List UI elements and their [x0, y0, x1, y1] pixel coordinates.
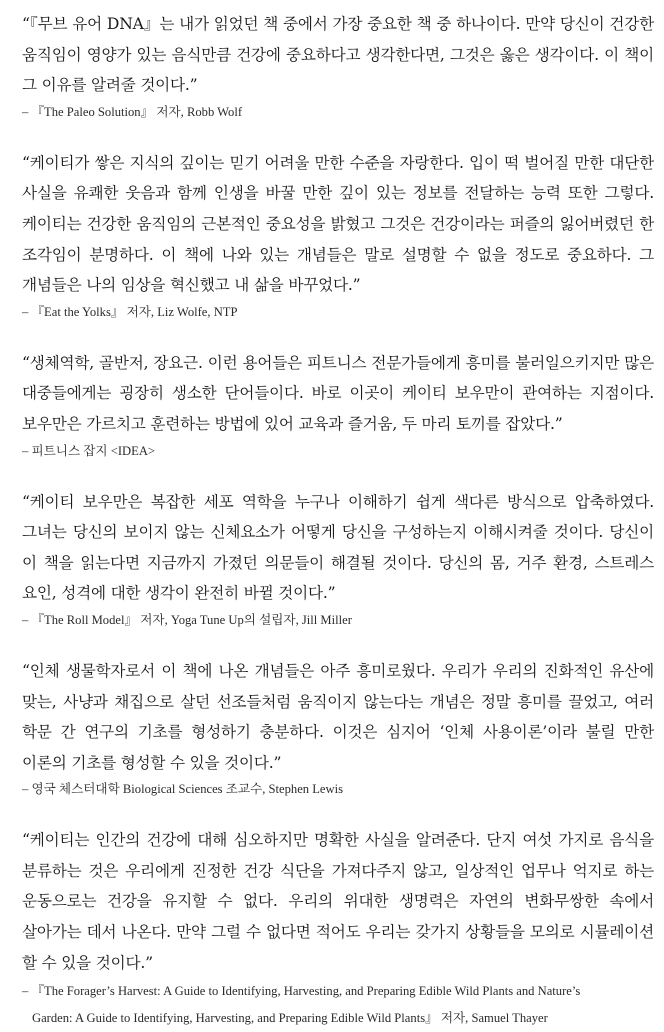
- testimonial-source: – 피트니스 잡지 <IDEA>: [22, 443, 156, 458]
- testimonial-source: – 『Eat the Yolks』 저자, Liz Wolfe, NTP: [22, 304, 238, 319]
- testimonial-source: [22, 978, 654, 1032]
- testimonial: [22, 348, 654, 460]
- testimonial: [22, 148, 654, 321]
- testimonial-quote: “인체 생물학자로서 이 책에 나온 개념들은 아주 흥미로웠다. 우리가 우리의 진화적인 유산에 맞는, 사냥과 채집으로 살던 선조들처럼 움직이지 않는다는 개념은 정말 흥미를 끌었고, 여러 학문 간 연구의 기초를 형성하기 충분하다. 이것은 심지어 ‘인체 사용이론’이라 불릴 만한 이론의 기초를 형성할 수 있을 것이다.”: [22, 661, 654, 772]
- testimonial-quote: “케이티 보우만은 복잡한 세포 역학을 누구나 이해하기 쉽게 색다른 방식으로 압축하였다. 그녀는 당신의 보이지 않는 신체요소가 어떻게 당신을 구성하는지 이해시켜줄 것이다. 당신이 이 책을 읽는다면 지금까지 가졌던 의문들이 해결될 것이다. 당신의 몸, 거주 환경, 스트레스 요인, 성격에 대한 생각이 완전히 바뀔 것이다.”: [22, 492, 654, 603]
- testimonial-source: – 『The Roll Model』 저자, Yoga Tune Up의 설립자, Jill Miller: [22, 612, 352, 627]
- testimonial-quote: “『무브 유어 DNA』는 내가 읽었던 책 중에서 가장 중요한 책 중 하나이다. 만약 당신이 건강한 움직임이 영양가 있는 음식만큼 건강에 중요하다고 생각한다면, 그것은 옳은 생각이다. 이 책이 그 이유를 알려줄 것이다.”: [22, 15, 654, 95]
- testimonial: [22, 656, 654, 798]
- testimonial: [22, 9, 654, 121]
- testimonial-quote: “케이티는 인간의 건강에 대해 심오하지만 명확한 사실을 알려준다. 단지 여섯 가지로 음식을 분류하는 것은 우리에게 진정한 건강 식단을 가져다주지 않고, 일상적인 업무나 억지로 하는 운동으로는 건강을 유지할 수 없다. 우리의 위대한 생명력은 자연의 변화무쌍한 속에서 살아가는 데서 나온다. 만약 그럴 수 없다면 적어도 우리는 갖가지 상황들을 모의로 시뮬레이션 할 수 있을 것이다.”: [22, 831, 654, 972]
- testimonial-source-line: – 『The Forager’s Harvest: A Guide to Identifying, Harvesting, and Preparing Edible Wild Plants and Nature’s: [22, 984, 581, 999]
- testimonial-quote: “생체역학, 골반저, 장요근. 이런 용어들은 피트니스 전문가들에게 흥미를 불러일으키지만 많은 대중들에게는 굉장히 생소한 단어들이다. 바로 이곳이 케이티 보우만이 관여하는 지점이다. 보우만은 가르치고 훈련하는 방법에 있어 교육과 즐거움, 두 마리 토끼를 잡았다.”: [22, 353, 654, 433]
- testimonial-source: – 영국 체스터대학 Biological Sciences 조교수, Stephen Lewis: [22, 782, 344, 797]
- testimonial-source-continuation: Garden: A Guide to Identifying, Harvesting, and Preparing Edible Wild Plants』 저자, Samuel Thayer: [32, 1011, 548, 1026]
- testimonial-quote: “케이티가 쌓은 지식의 깊이는 믿기 어려울 만한 수준을 자랑한다. 입이 떡 벌어질 만한 대단한 사실을 유쾌한 웃음과 함께 인생을 바꿀 만한 깊이 있는 정보를 전달하는 능력 또한 그렇다. 케이티는 건강한 움직임의 근본적인 중요성을 밝혔고 그것은 건강이라는 퍼즐의 잃어버렸던 한 조각임이 분명하다. 이 책에 나와 있는 개념들은 말로 설명할 수 없을 정도로 중요하다. 그 개념들은 나의 임상을 혁신했고 내 삶을 바꾸었다.”: [22, 153, 654, 295]
- testimonial-source: – 『The Paleo Solution』 저자, Robb Wolf: [22, 104, 243, 119]
- testimonial: [22, 825, 654, 1032]
- testimonial: [22, 487, 654, 629]
